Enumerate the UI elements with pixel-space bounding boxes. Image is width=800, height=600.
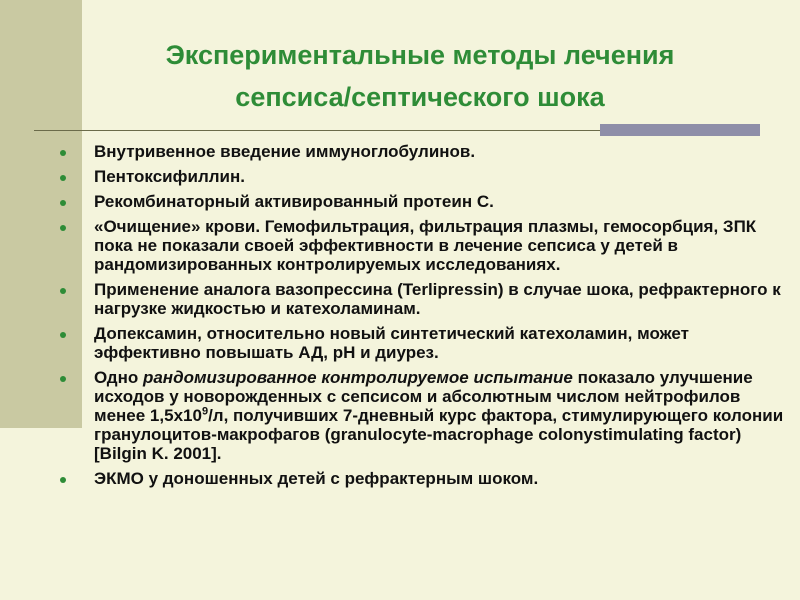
list-item (60, 368, 790, 463)
bullet-text: Пентоксифиллин. (94, 167, 245, 186)
bullet-list (60, 142, 790, 494)
list-item (60, 469, 790, 488)
list-item (60, 280, 790, 318)
bullet-text-post: /л, получивших 7-дневный курс фактора, стимулирующего колонии гранулоцитов-макрофагов (granulocyte-macrophage colonystimulating factor) [Bilgin K. 2001]. (94, 406, 784, 463)
list-item (60, 324, 790, 362)
bullet-dot-icon (60, 150, 66, 156)
title-line-1: Экспериментальные методы лечения (165, 40, 675, 70)
bullet-dot-icon (60, 332, 66, 338)
title-divider-block (600, 124, 760, 136)
bullet-text: Допексамин, относительно новый синтетический катехоламин, может эффективно повышать АД, рН и диурез. (94, 324, 689, 362)
slide-title (40, 34, 800, 118)
bullet-text: Рекомбинаторный активированный протеин С. (94, 192, 494, 211)
bullet-text-pre: Одно (94, 368, 143, 387)
list-item (60, 142, 790, 161)
bullet-text: Внутривенное введение иммуноглобулинов. (94, 142, 476, 161)
bullet-text-superscript: 9 (201, 405, 209, 418)
bullet-dot-icon (60, 225, 66, 231)
bullet-text-mid: показало улучшение исходов у новорожденных с сепсисом и абсолютным числом нейтрофилов менее 1,5х10 (94, 368, 753, 425)
title-line-2: сепсиса/септического шока (235, 82, 605, 112)
bullet-dot-icon (60, 175, 66, 181)
bullet-text-italic: рандомизированное контролируемое испытание (142, 368, 573, 387)
list-item (60, 192, 790, 211)
bullet-dot-icon (60, 288, 66, 294)
list-item (60, 167, 790, 186)
bullet-text: «Очищение» крови. Гемофильтрация, фильтрация плазмы, гемосорбция, ЗПК пока не показали своей эффективности в лечение сепсиса у детей в рандомизированных контролируемых исследованиях. (94, 217, 757, 274)
list-item (60, 217, 790, 274)
bullet-dot-icon (60, 200, 66, 206)
bullet-text: ЭКМО у доношенных детей с рефрактерным шоком. (94, 469, 539, 488)
bullet-dot-icon (60, 376, 66, 382)
bullet-text (94, 368, 783, 463)
bullet-dot-icon (60, 477, 66, 483)
bullet-text: Применение аналога вазопрессина (Terlipressin) в случае шока, рефрактерного к нагрузке жидкостью и катехоламинам. (94, 280, 781, 318)
